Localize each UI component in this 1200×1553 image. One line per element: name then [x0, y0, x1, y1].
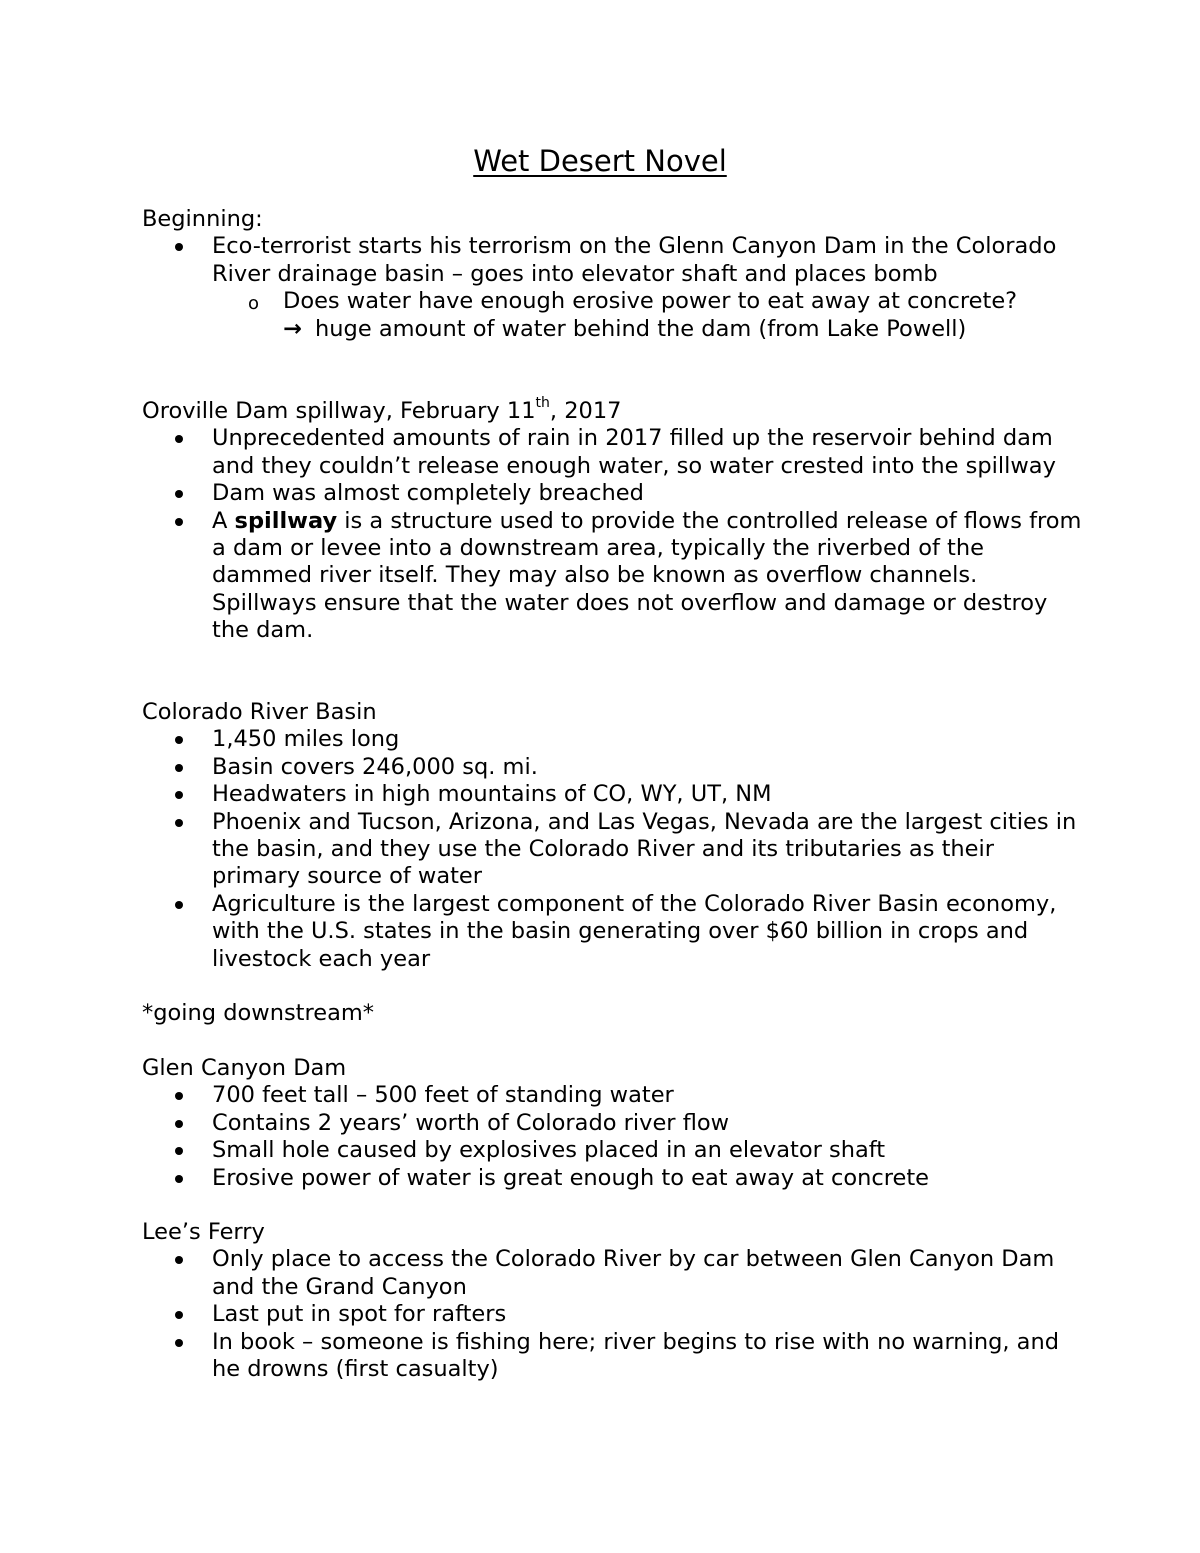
section-heading: Glen Canyon Dam [142, 1055, 347, 1081]
list-item [142, 233, 1082, 288]
list-item-text: In book – someone is fishing here; river begins to rise with no warning, and he drowns (first casualty) [212, 1328, 1059, 1383]
text-fragment: A [212, 507, 235, 534]
bullet-icon [175, 1311, 183, 1319]
bullet-icon [175, 736, 183, 744]
list-item [142, 480, 1082, 507]
bullet-icon [175, 1256, 183, 1264]
list-item-text: Erosive power of water is great enough to eat away at concrete [212, 1164, 929, 1191]
list-item [142, 1301, 1082, 1328]
list-item-text: Last put in spot for rafters [212, 1301, 507, 1328]
list-item-text: Agriculture is the largest component of the Colorado River Basin economy, with the U.S. states in the basin generating over $60 billion in crops and livestock each year [212, 890, 1057, 972]
sub-list-item-text: Does water have enough erosive power to eat away at concrete? [283, 288, 1018, 315]
document-title: Wet Desert Novel [473, 144, 727, 178]
list-item [142, 891, 1082, 973]
list-item-text: Headwaters in high mountains of CO, WY, UT, NM [212, 781, 772, 808]
bullet-icon [175, 1175, 183, 1183]
text-fragment: is a structure used to provide the controlled release of flows from a dam or levee into a downstream area, typically the riverbed of the dammed river itself. They may also be known as overflow channels. Spillways ensure that the water does not overflow and damage or destroy the dam. [212, 507, 1082, 644]
arrow-line [283, 316, 1082, 343]
section-colorado-basin [142, 699, 1082, 973]
heading-text: Oroville Dam spillway, February 11 [142, 398, 536, 424]
list-item-text: 700 feet tall – 500 feet of standing water [212, 1082, 674, 1109]
list-item-text: Basin covers 246,000 sq. mi. [212, 753, 538, 780]
list-item-text: Phoenix and Tucson, Arizona, and Las Vegas, Nevada are the largest cities in the basin, and they use the Colorado River and its tributaries as their primary source of water [212, 808, 1077, 890]
list-item [142, 1137, 1082, 1164]
bullet-icon [175, 901, 183, 909]
list-item [142, 726, 1082, 753]
bullet-list [142, 233, 1082, 288]
section-heading [142, 394, 1082, 425]
bullet-icon [175, 764, 183, 772]
bullet-list [142, 1082, 1082, 1192]
arrow-right-icon: → [283, 315, 302, 342]
list-item [142, 1165, 1082, 1192]
section-glen-canyon-dam [142, 1055, 1082, 1192]
list-item-text: 1,450 miles long [212, 726, 400, 753]
bullet-icon [175, 791, 183, 799]
list-item-text: Dam was almost completely breached [212, 480, 644, 507]
list-item [142, 1246, 1082, 1301]
list-item-text [212, 508, 1081, 644]
list-item [142, 754, 1082, 781]
section-going-downstream [142, 1000, 1082, 1027]
section-heading: Lee’s Ferry [142, 1219, 265, 1245]
list-item [142, 425, 1082, 480]
hollow-bullet-icon: o [248, 293, 260, 315]
section-oroville [142, 394, 1082, 645]
bullet-list [142, 726, 1082, 973]
bullet-icon [175, 819, 183, 827]
bullet-icon [175, 1147, 183, 1155]
bullet-list [142, 1246, 1082, 1383]
bullet-icon [175, 518, 183, 526]
list-item [142, 781, 1082, 808]
section-beginning [142, 206, 1082, 343]
bullet-icon [175, 1092, 183, 1100]
bullet-list [142, 425, 1082, 644]
list-item [142, 508, 1082, 645]
list-item [142, 1110, 1082, 1137]
arrow-line-text: huge amount of water behind the dam (from Lake Powell) [315, 315, 967, 342]
bullet-icon [175, 243, 183, 251]
heading-text-end: , 2017 [549, 398, 622, 424]
sub-bullet-list [212, 288, 1082, 315]
list-item-text: Contains 2 years’ worth of Colorado river flow [212, 1109, 730, 1136]
section-lees-ferry [142, 1219, 1082, 1383]
bullet-icon [175, 1120, 183, 1128]
sub-list-item [212, 288, 1082, 315]
list-item [142, 1329, 1082, 1384]
list-item-text: Only place to access the Colorado River by car between Glen Canyon Dam and the Grand Canyon [212, 1246, 1055, 1300]
list-item [142, 1082, 1082, 1109]
heading-superscript: th [535, 394, 550, 411]
bold-term: spillway [234, 507, 338, 534]
section-heading: Colorado River Basin [142, 699, 377, 725]
list-item-text: Unprecedented amounts of rain in 2017 filled up the reservoir behind dam and they couldn’t release enough water, so water crested into the spillway [212, 425, 1056, 479]
list-item [142, 809, 1082, 891]
bullet-icon [175, 1339, 183, 1347]
going-downstream-note: *going downstream* [142, 1000, 375, 1026]
bullet-icon [175, 490, 183, 498]
list-item-text: Eco-terrorist starts his terrorism on the Glenn Canyon Dam in the Colorado River drainage basin – goes into elevator shaft and places bomb [212, 233, 1057, 287]
bullet-icon [175, 435, 183, 443]
list-item-text: Small hole caused by explosives placed in an elevator shaft [212, 1137, 886, 1164]
section-heading: Beginning: [142, 206, 263, 232]
